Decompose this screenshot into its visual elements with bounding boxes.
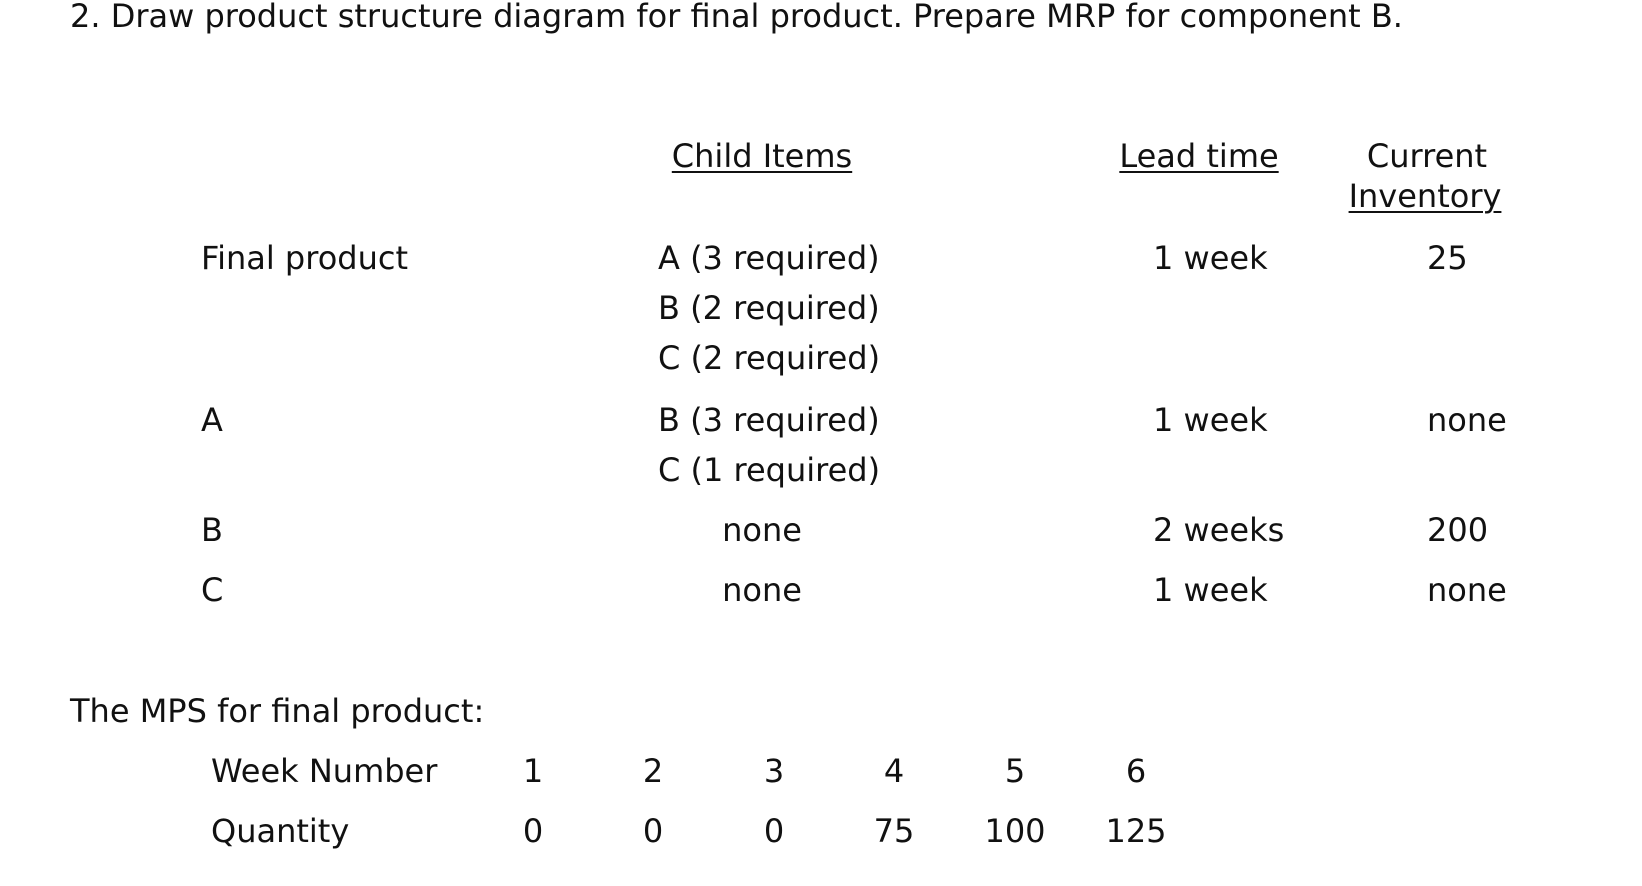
header-child-items: Child Items	[671, 137, 853, 175]
bom-child-b-none: none	[722, 511, 802, 549]
mps-quantity-label: Quantity	[211, 812, 350, 850]
bom-child-final-a: A (3 required)	[658, 239, 880, 277]
mps-week-3: 3	[763, 752, 785, 790]
bom-inventory-c: none	[1427, 571, 1507, 609]
bom-leadtime-a: 1 week	[1153, 401, 1268, 439]
bom-item-c: C	[201, 571, 224, 609]
bom-inventory-a: none	[1427, 401, 1507, 439]
bom-item-final-product: Final product	[201, 239, 408, 277]
mps-week-2: 2	[642, 752, 664, 790]
bom-child-c-none: none	[722, 571, 802, 609]
bom-item-a: A	[201, 401, 223, 439]
bom-inventory-b: 200	[1427, 511, 1489, 549]
bom-item-b: B	[201, 511, 223, 549]
mps-qty-3: 0	[763, 812, 785, 850]
bom-leadtime-b: 2 weeks	[1153, 511, 1285, 549]
bom-leadtime-c: 1 week	[1153, 571, 1268, 609]
mps-title: The MPS for final product:	[70, 692, 485, 730]
mps-qty-5: 100	[984, 812, 1046, 850]
mps-qty-2: 0	[642, 812, 664, 850]
header-current-inventory-line1: Current	[1366, 137, 1488, 175]
header-lead-time: Lead time	[1119, 137, 1279, 175]
mps-qty-6: 125	[1105, 812, 1167, 850]
mps-week-5: 5	[1004, 752, 1026, 790]
mps-week-label: Week Number	[211, 752, 438, 790]
bom-child-a-c: C (1 required)	[658, 451, 881, 489]
mps-week-4: 4	[883, 752, 905, 790]
mps-qty-4: 75	[873, 812, 915, 850]
mps-week-6: 6	[1125, 752, 1147, 790]
bom-child-final-c: C (2 required)	[658, 339, 881, 377]
header-current-inventory-line2: Inventory	[1348, 177, 1502, 215]
mps-qty-1: 0	[522, 812, 544, 850]
bom-child-a-b: B (3 required)	[658, 401, 880, 439]
mps-week-1: 1	[522, 752, 544, 790]
question-text: 2. Draw product structure diagram for final product. Prepare MRP for component B.	[70, 0, 1403, 35]
bom-leadtime-final-product: 1 week	[1153, 239, 1268, 277]
bom-child-final-b: B (2 required)	[658, 289, 880, 327]
bom-inventory-final-product: 25	[1427, 239, 1468, 277]
